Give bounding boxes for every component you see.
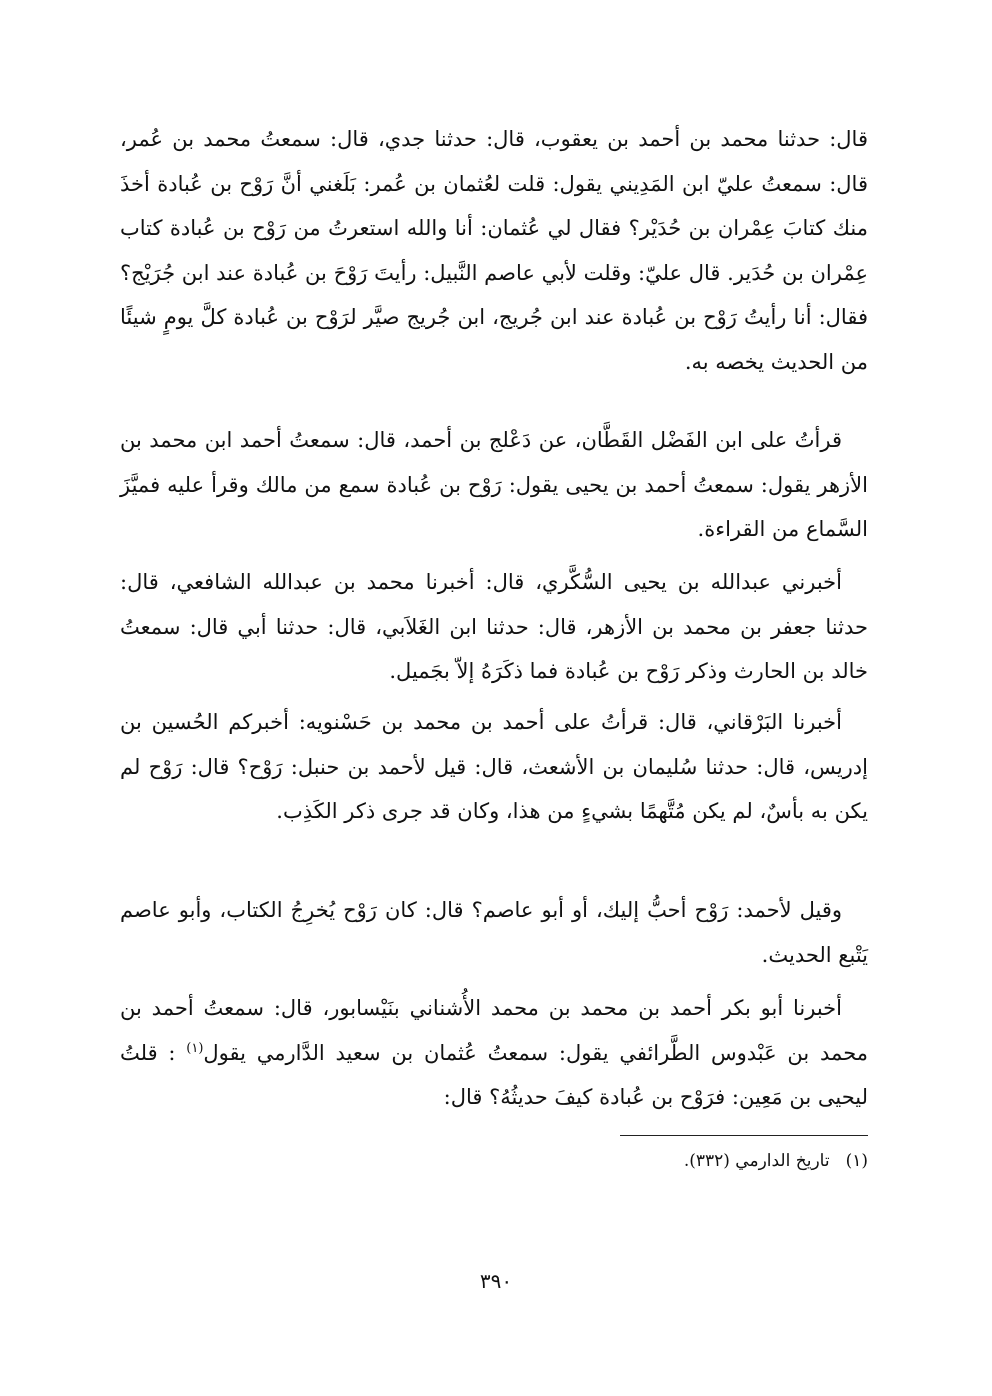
page-number: ٣٩٠ — [479, 1269, 513, 1293]
paragraph-3: أخبرني عبدالله بن يحيى السُّكَّري، قال: أخبرنا محمد بن عبدالله الشافعي، قال: حدثنا جعفر بن محمد بن الأزهر، قال: حدثنا ابن الغَلاَبي، قال: حدثنا أبي قال: سمعتُ خالد بن الحارث وذكر رَوْح بن عُبادة فما ذكَرَهُ إلاّ بجَميل. — [120, 570, 868, 683]
footnote-divider — [620, 1135, 868, 1136]
paragraph-5: وقيل لأحمد: رَوْح أحبُّ إليك، أو أبو عاصم؟ قال: كان رَوْح يُخرِجُ الكتاب، وأبو عاصم يَتْبع الحديث. — [120, 898, 868, 967]
paragraph-1: قال: حدثنا محمد بن أحمد بن يعقوب، قال: حدثنا جدي، قال: سمعتُ محمد بن عُمر، قال: سمعتُ عليّ ابن المَدِيني يقول: قلت لعُثمان بن عُمر: بَلَغني أنَّ رَوْح بن عُبادة أخذَ منك كتابَ عِمْران بن حُدَيْر؟ فقال لي عُثمان: أنا والله استعرتُ من رَوْح بن عُبادة كتاب عِمْران بن حُدَير. قال عليّ: وقلت لأبي عاصم النَّبيل: رأيتَ رَوْحَ بن عُبادة عند ابن جُرَيْج؟ فقال: أنا رأيتُ رَوْح بن عُبادة عند ابن جُريج، ابن جُريج صيَّر لرَوْح بن عُبادة كلَّ يومٍ شيئًا من الحديث يخصه به. — [120, 127, 868, 374]
paragraph-5-wrap — [120, 888, 868, 977]
paragraph-2-wrap — [120, 418, 868, 552]
paragraph-6-text-start: أخبرنا أبو بكر أحمد بن محمد بن محمد الأُشناني بنَيْسابور، قال: سمعتُ أحمد بن محمد بن عَبْدوس الطَّرائفي يقول: سمعتُ عُثمان بن سعيد الدَّارمي يقول — [120, 996, 868, 1065]
paragraph-6-wrap — [120, 986, 868, 1120]
footnote-number: (١) — [845, 1151, 868, 1171]
paragraph-2: قرأتُ على ابن الفَضْل القَطَّان، عن دَعْلج بن أحمد، قال: سمعتُ أحمد ابن محمد بن الأزهر يقول: سمعتُ أحمد بن يحيى يقول: رَوْح بن عُبادة سمع من مالك وقرأ عليه فميَّزَ السَّماع من القراءة. — [120, 428, 868, 541]
paragraph-4-wrap — [120, 700, 868, 834]
paragraph-4: أخبرنا البَرْقاني، قال: قرأتُ على أحمد بن محمد بن حَسْنويه: أخبركم الحُسين بن إدريس، قال: حدثنا سُليمان بن الأشعث، قال: قيل لأحمد بن حنبل: رَوْح؟ قال: رَوْح لم يكن به بأسٌ، لم يكن مُتَّهمًا بشيءٍ من هذا، وكان قد جرى ذكر الكَذِب. — [120, 710, 868, 823]
paragraph-6 — [120, 986, 868, 1120]
footnote-reference[interactable]: (١) — [186, 1040, 204, 1056]
footnote — [120, 1146, 868, 1176]
paragraph-6-text-end: : قلتُ ليحيى بن مَعِين: فرَوْح بن عُبادة كيفَ حديثُهُ؟ قال: — [120, 1040, 868, 1109]
footnote-text: تاريخ الدارمي (٣٣٢). — [683, 1151, 830, 1171]
paragraph-3-wrap — [120, 560, 868, 694]
